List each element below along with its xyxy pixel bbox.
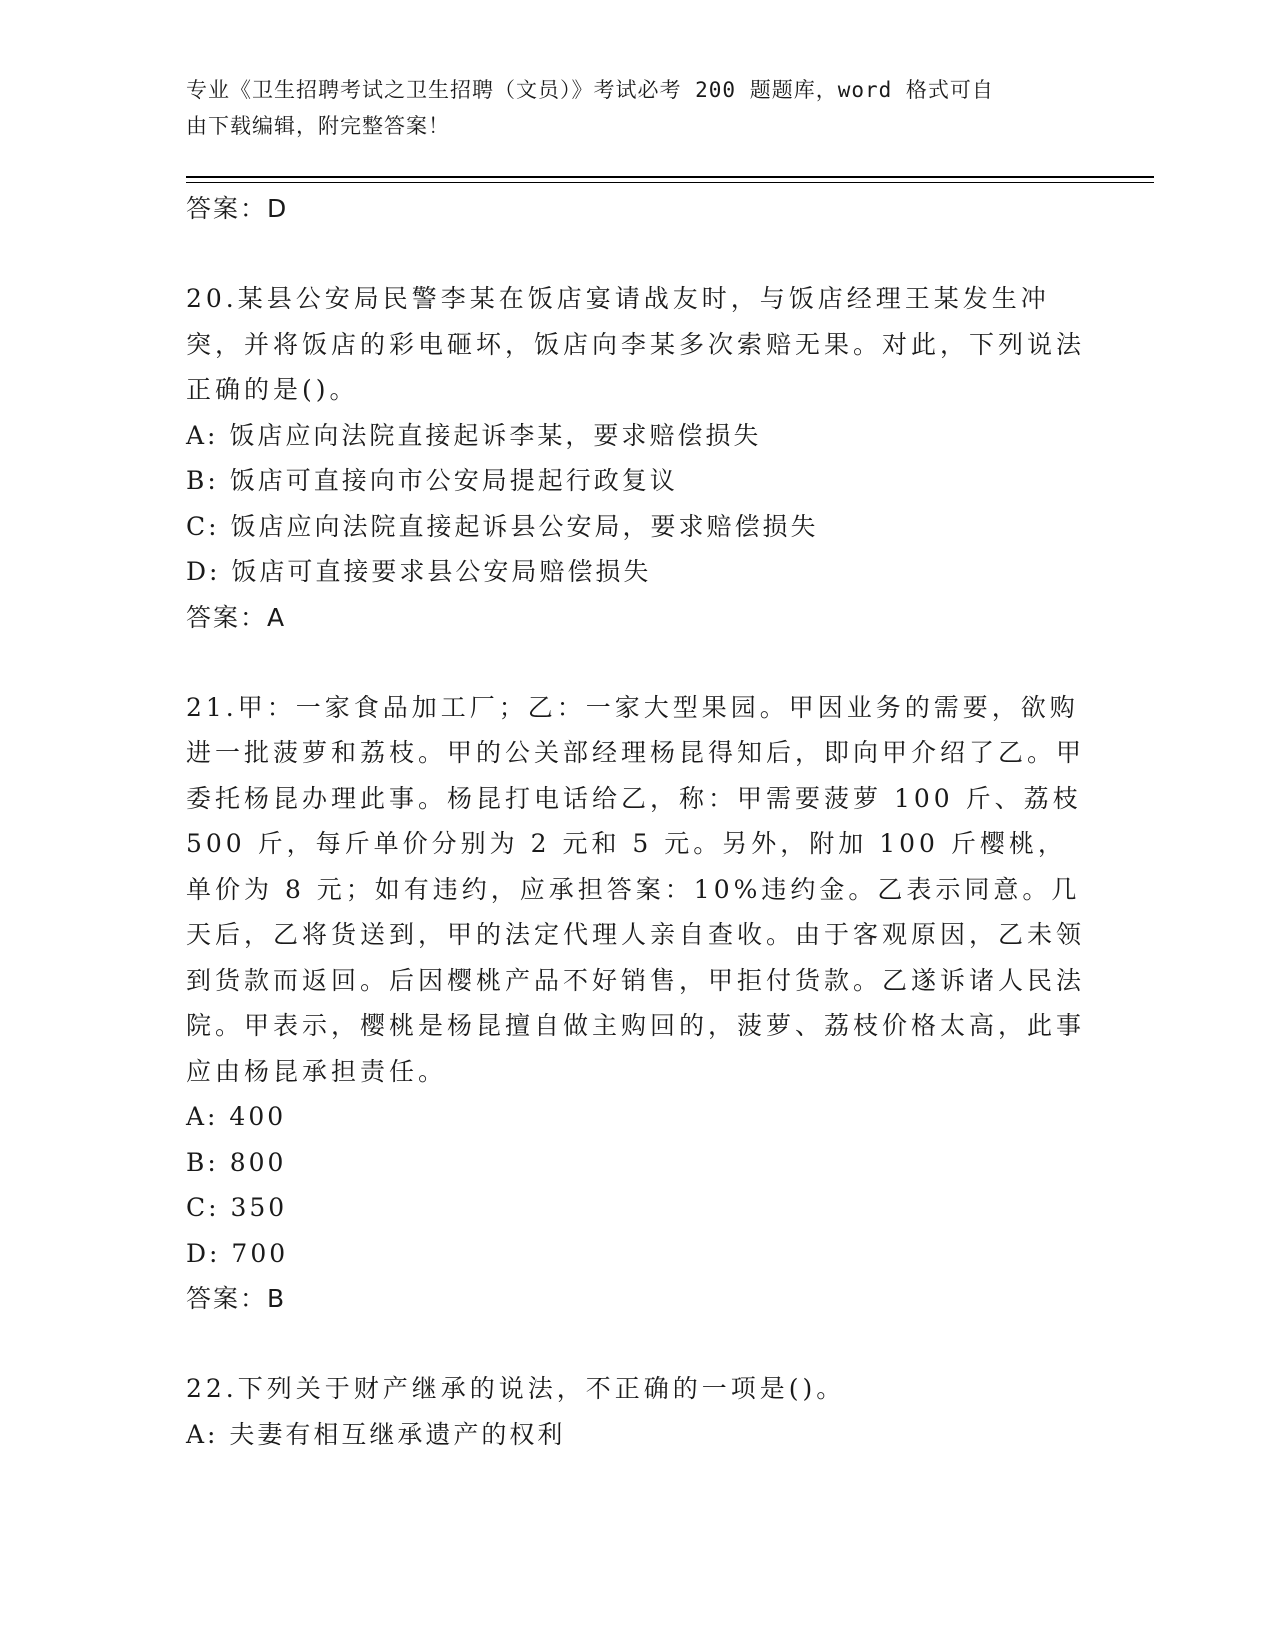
answer-line: 答案：B xyxy=(186,1284,287,1313)
answer-line: 答案：A xyxy=(186,602,287,632)
question-content xyxy=(186,186,1086,1457)
question-text: 21.甲：一家食品加工厂；乙：一家大型果园。甲因业务的需要，欲购进一批菠萝和荔枝。甲的公关部经理杨昆得知后，即向甲介绍了乙。甲委托杨昆办理此事。杨昆打电话给乙，称：甲需要菠萝 100 斤、荔枝 500 斤，每斤单价分别为 2 元和 5 元。另外，附加 100 斤樱桃，单价为 8 元；如有违约，应承担答案：10%违约金。乙表示同意。几天后，乙将货送到，甲的法定代理人亲自查收。由于客观原因，乙未领到货款而返回。后因樱桃产品不好销售，甲拒付货款。乙遂诉诸人民法院。甲表示，樱桃是杨昆擅自做主购回的，菠萝、荔枝价格太高，此事应由杨昆承担责任。 xyxy=(186,692,1086,1086)
document-header xyxy=(186,72,1066,144)
spacer xyxy=(186,641,1086,685)
spacer xyxy=(186,232,1086,276)
option-b: B: 800 xyxy=(186,1147,287,1177)
header-line-2: 由下载编辑，附完整答案！ xyxy=(186,114,450,138)
option-a: A: 饭店应向法院直接起诉李某，要求赔偿损失 xyxy=(186,420,762,450)
question-22 xyxy=(186,1366,1086,1457)
header-line-1: 专业《卫生招聘考试之卫生招聘（文员）》考试必考 200 题题库，word 格式可自 xyxy=(186,78,994,102)
option-d: D: 700 xyxy=(186,1238,289,1268)
option-a: A: 夫妻有相互继承遗产的权利 xyxy=(186,1419,566,1449)
question-text: 22.下列关于财产继承的说法，不正确的一项是()。 xyxy=(186,1374,846,1403)
question-21 xyxy=(186,685,1086,1323)
option-c: C: 饭店应向法院直接起诉县公安局，要求赔偿损失 xyxy=(186,511,819,541)
question-20 xyxy=(186,276,1086,641)
option-a: A: 400 xyxy=(186,1102,287,1131)
option-c: C: 350 xyxy=(186,1193,288,1222)
answer-line: 答案：D xyxy=(186,194,289,223)
header-divider-thick xyxy=(186,176,1154,178)
header-divider-thin xyxy=(186,182,1154,183)
question-text: 20.某县公安局民警李某在饭店宴请战友时，与饭店经理王某发生冲突，并将饭店的彩电砸坏，饭店向李某多次索赔无果。对此，下列说法正确的是()。 xyxy=(186,284,1086,404)
option-b: B: 饭店可直接向市公安局提起行政复议 xyxy=(186,466,678,495)
spacer xyxy=(186,1322,1086,1366)
option-d: D: 饭店可直接要求县公安局赔偿损失 xyxy=(186,557,652,586)
